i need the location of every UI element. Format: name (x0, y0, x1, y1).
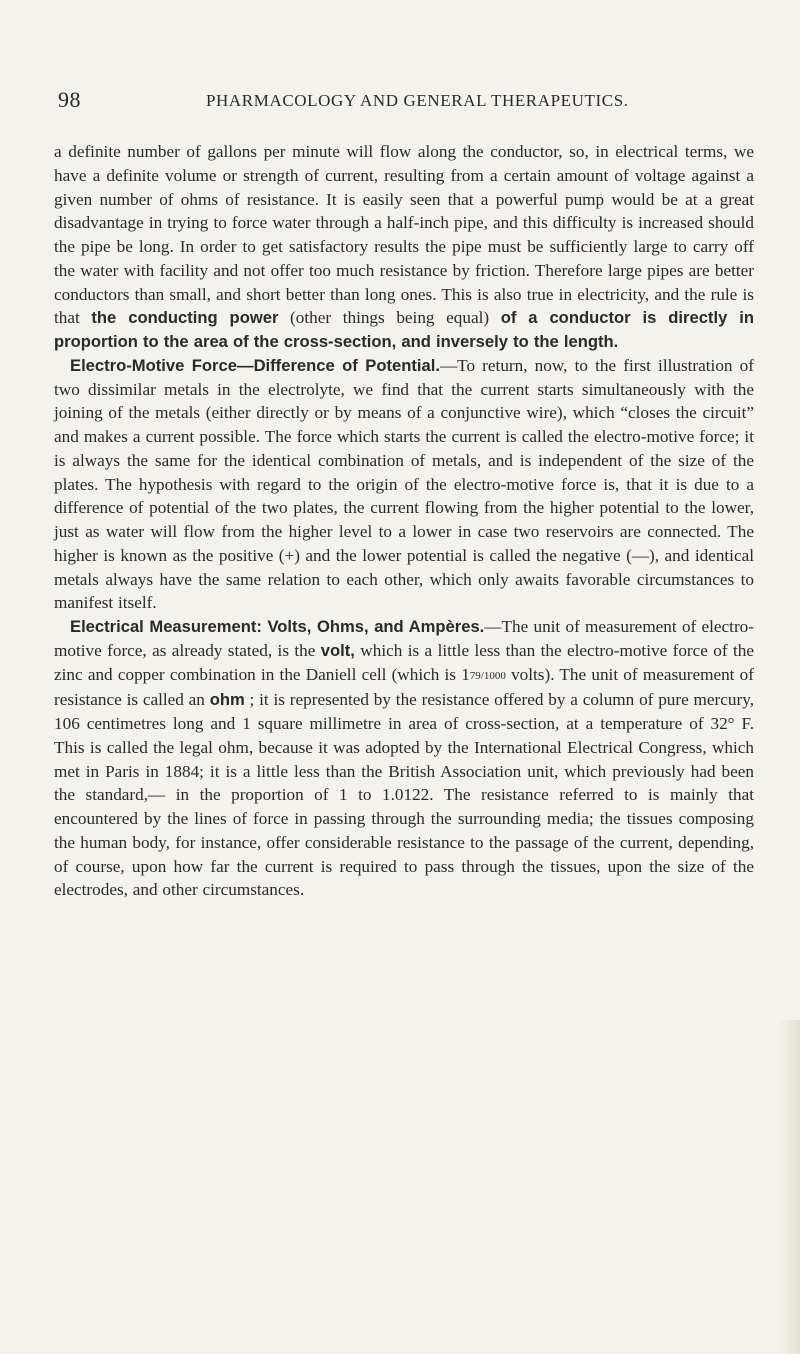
paragraph-text: (other things being equal) (278, 308, 501, 328)
term-ohm: ohm (209, 690, 245, 710)
paragraph-text: ; it is represented by the resistance offered by a column of pure mercury, 106 centimetres long and 1 square millimetre in area of cross-section, at a temperature of 32° F. This is called the legal ohm, because it was adopted by the International Electrical Congress, which met in Paris in 1884; it is a little less than the British Association unit, which previously had been the standard,— in the proportion of 1 to 1.0122. The resistance referred to is mainly that encountered by the lines of force in passing through the surrounding media; the tissues composing the human body, for instance, offer considerable resistance to the passage of the current, depending, of course, upon how far the current is required to pass through the tissues, upon the size of the electrodes, and other circumstances. (54, 690, 754, 900)
page-number: 98 (58, 87, 81, 112)
paragraph-electro-motive-force (54, 354, 754, 615)
paragraph-electrical-measurement (54, 615, 754, 902)
term-volt: volt, (320, 640, 355, 660)
paragraph-text: a definite number of gallons per minute will flow along the conductor, so, in electrical terms, we have a definite volume or strength of current, resulting from a certain amount of voltage against a given number of ohms of resistance. It is easily seen that a powerful pump would be at a great disadvantage in trying to force water through a half-inch pipe, and this difficulty is increased should the pipe be long. In order to get satisfactory results the pipe must be sufficiently large to carry off the water with facility and not offer too much resistance by friction. Therefore large pipes are better conductors than small, and short better than long ones. This is also true in electricity, and the rule is that (54, 142, 754, 328)
page-edge-shadow (778, 1020, 800, 1354)
fraction: 79/1000 (469, 669, 506, 682)
paragraph-text: volts). The unit of measurement of resistance is called an (54, 664, 754, 710)
emphasis-rule: of a conductor is directly in proportion to the area of the cross-section, and inversely to the length. (54, 308, 754, 351)
emphasis-text: the conducting power (91, 308, 279, 328)
paragraph-text: —To return, now, to the first illustration of two dissimilar metals in the electrolyte, we find that the current starts simultaneously with the joining of the metals (either directly or by means of a conjunctive wire), which “closes the circuit” and makes a current possible. The force which starts the current is called the electro-motive force; it is always the same for the identical combination of metals, and is independent of the size of the plates. The hypothesis with regard to the origin of the electro-motive force is, that it is due to a difference of potential of the two plates, the current flowing from the higher potential to the lower, just as water will flow from the higher level to a lower in case two reservoirs are connected. The higher is known as the positive (+) and the lower potential is called the negative (—), and identical metals always have the same relation to each other, which only awaits favorable circumstances to manifest itself. (54, 355, 754, 613)
body-text (54, 140, 754, 902)
paragraph-conductors (54, 140, 754, 354)
page-header (58, 87, 758, 113)
paragraph-text: which is a little less than the electro-motive force of the zinc and copper combination in the Daniell cell (which is 1 (54, 640, 754, 684)
section-heading: Electro-Motive Force—Difference of Potential. (70, 355, 440, 375)
running-title: PHARMACOLOGY AND GENERAL THERAPEUTICS. (206, 91, 629, 110)
paragraph-text: —The unit of measurement of electro-motive force, as already stated, is the (54, 617, 755, 660)
section-heading: Electrical Measurement: Volts, Ohms, and Ampères. (70, 617, 485, 636)
